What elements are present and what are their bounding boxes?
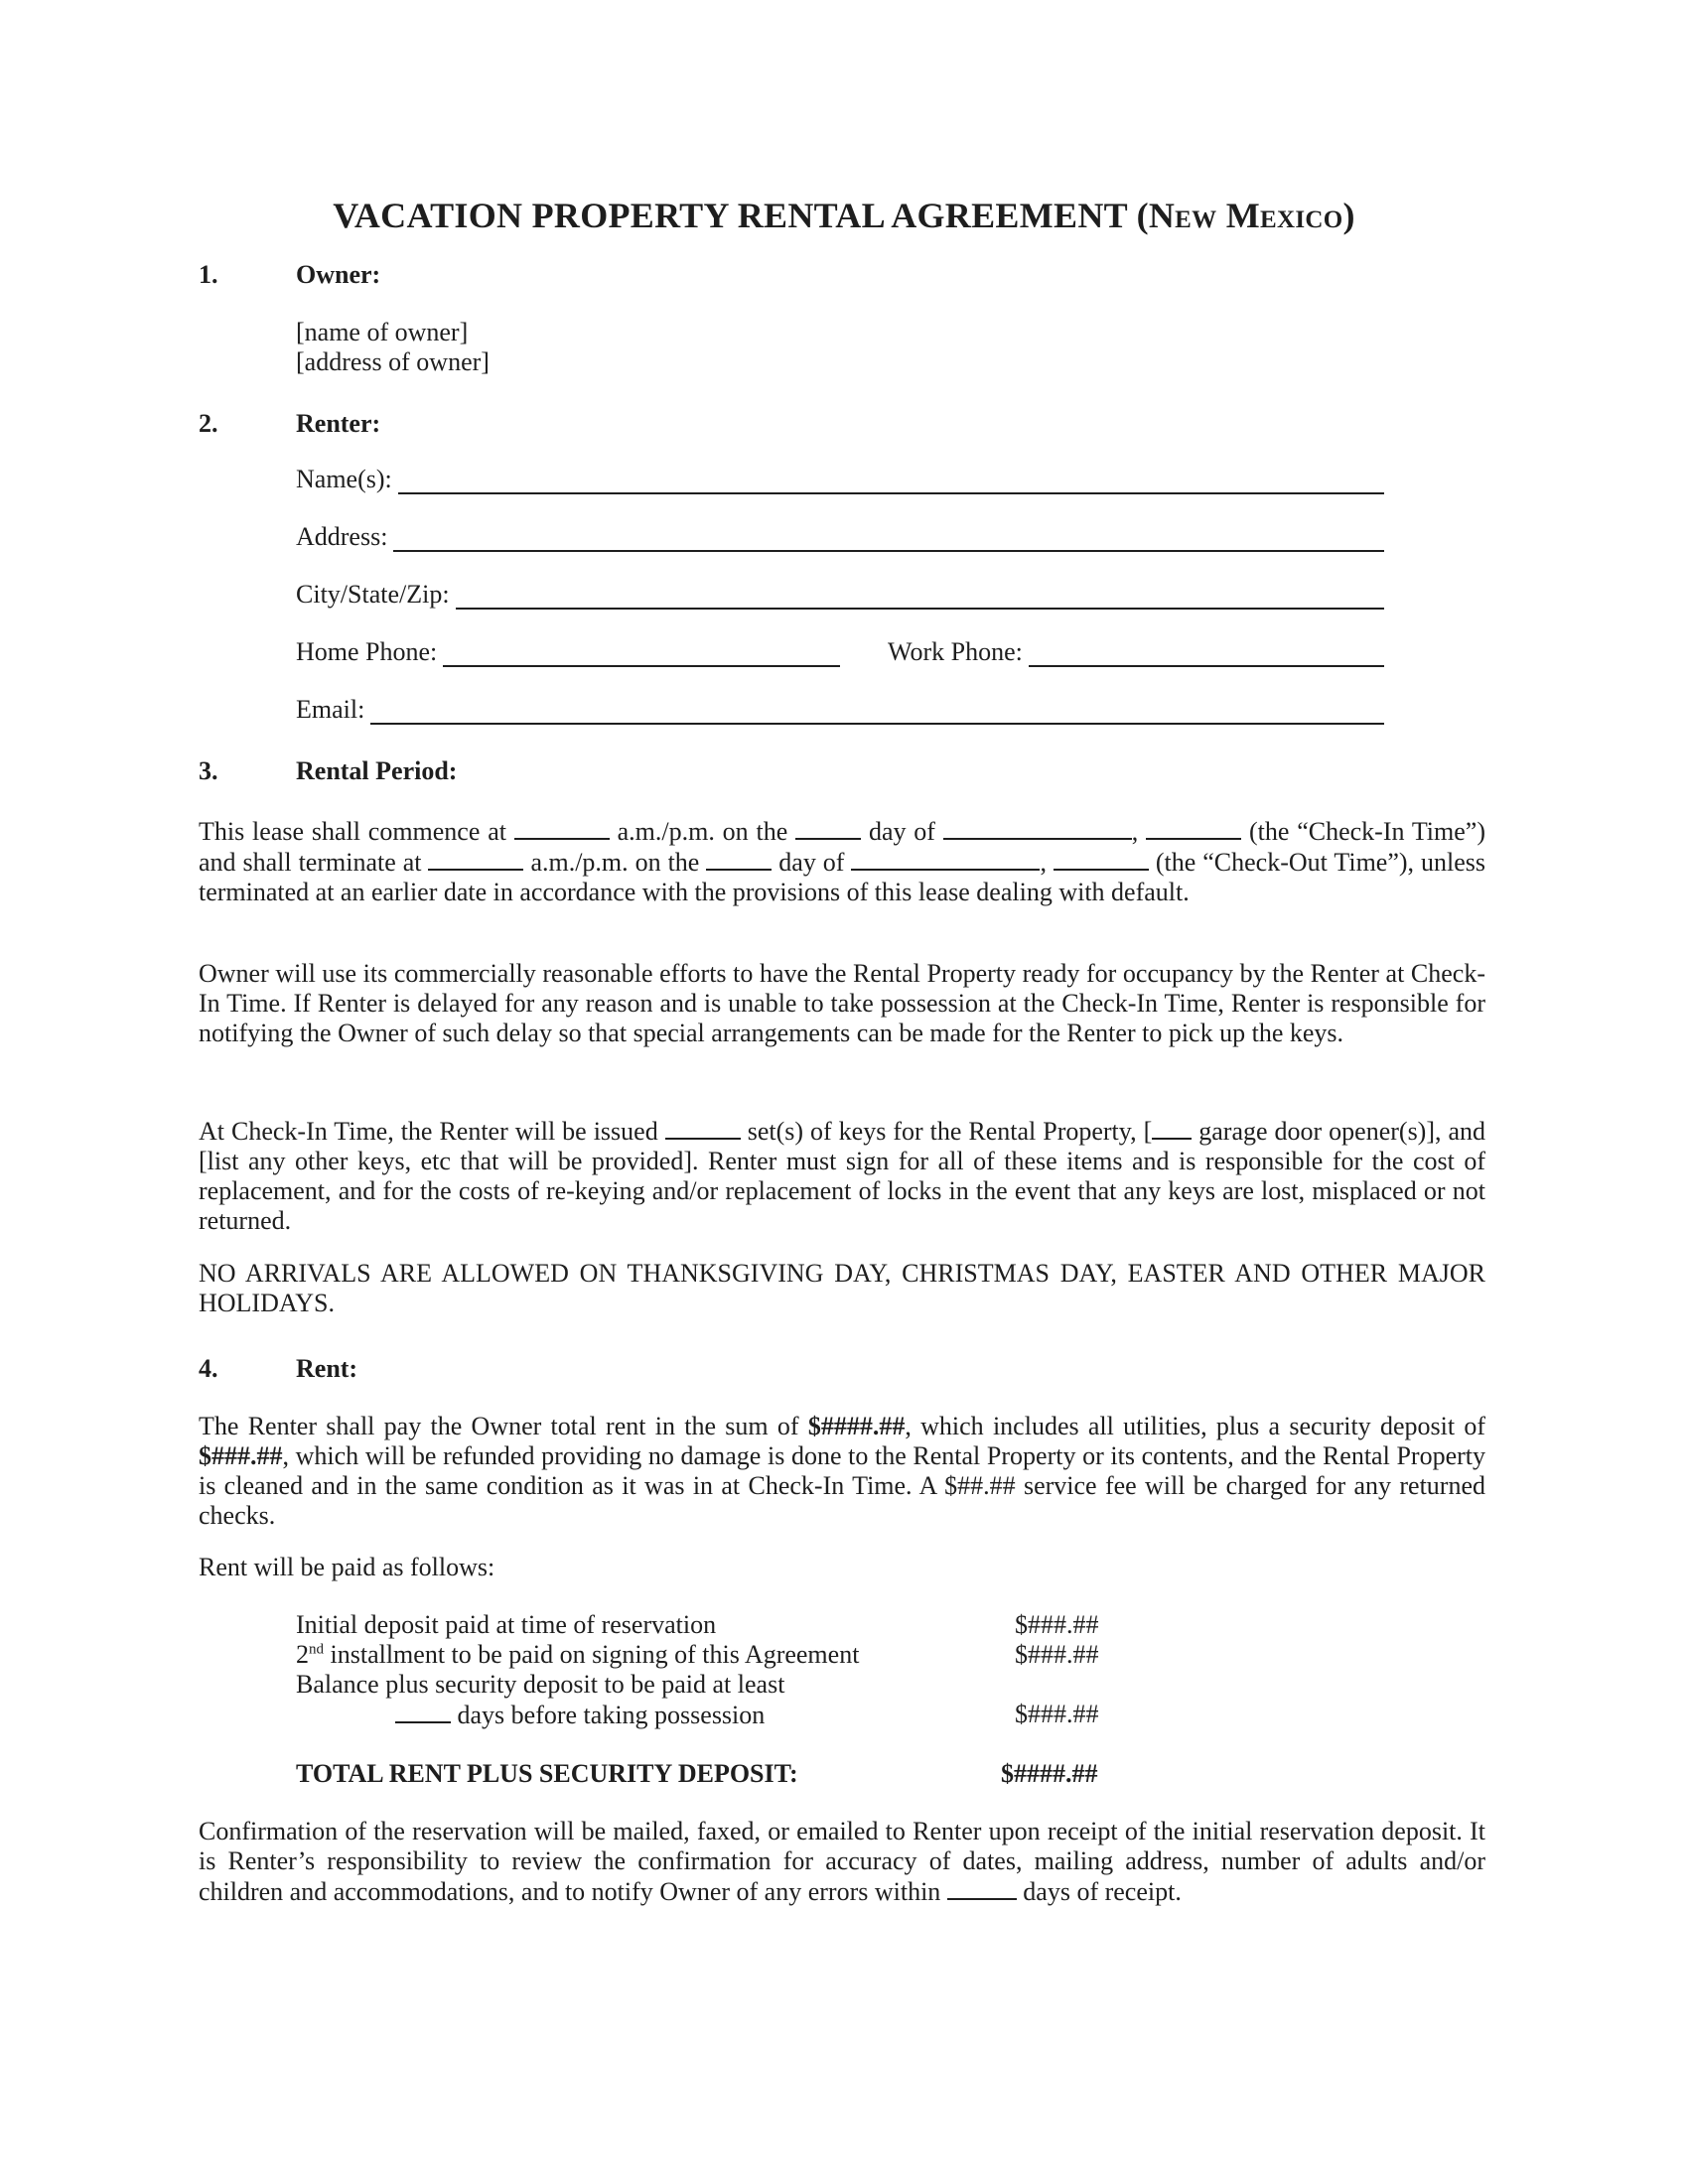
- rp-p3-text-a: At Check-In Time, the Renter will be issued: [199, 1117, 658, 1146]
- schedule-row-2-label: [296, 1640, 859, 1670]
- checkin-day-blank[interactable]: [795, 816, 861, 840]
- renter-address-label: Address:: [296, 522, 388, 551]
- checkout-day-blank[interactable]: [706, 847, 772, 871]
- rp-p1-text-h: (the “Check-Out Time”), unless terminated at an earlier date in accordance with the provisions of this lease dealing with default.: [199, 848, 1486, 906]
- section-2-number: 2.: [199, 409, 218, 438]
- rent-p1-text-a: The Renter shall pay the Owner total rent in the sum of: [199, 1412, 799, 1440]
- renter-names-line[interactable]: [398, 469, 1384, 494]
- schedule-row-2-amount: $###.##: [1015, 1640, 1099, 1669]
- rental-period-paragraph-1: This lease shall commence at a.m./p.m. on the day of , (the “Check-In Time”) and shall terminate at a.m./p.m. on the day of , (the “Check-Out Time”), unless terminated at an earlier date in accordance with the provisions of this lease dealing with default.: [199, 817, 1486, 906]
- schedule-row-3-label-2: [395, 1700, 765, 1730]
- section-4-heading: Rent:: [296, 1354, 358, 1383]
- work-phone-field[interactable]: [888, 635, 1384, 667]
- work-phone-label: Work Phone:: [888, 637, 1023, 666]
- holidays-notice: NO ARRIVALS ARE ALLOWED ON THANKSGIVING DAY, CHRISTMAS DAY, EASTER AND OTHER MAJOR HOLIDAYS.: [199, 1259, 1485, 1317]
- confirmation-paragraph: [199, 1817, 1485, 1907]
- days-before-blank[interactable]: [395, 1700, 451, 1723]
- rp-p1-text-d: (the: [1248, 817, 1290, 846]
- garage-openers-blank[interactable]: [1152, 1116, 1192, 1140]
- schedule-row-2-ordinal: 2: [296, 1640, 309, 1669]
- title-main: VACATION PROPERTY RENTAL AGREEMENT: [333, 196, 1128, 235]
- total-rent-label: TOTAL RENT PLUS SECURITY DEPOSIT:: [296, 1759, 798, 1788]
- section-3-heading: Rental Period:: [296, 756, 458, 785]
- section-2-heading: Renter:: [296, 409, 381, 438]
- rent-p1-text-c: , which will be refunded providing no damage is done to the Rental Property or its contents, and the Rental Property is cleaned and in the same condition as it was in at Check-In Time. A $##.## service fee will be charged for any returned checks.: [199, 1441, 1485, 1530]
- checkout-month-blank[interactable]: [851, 847, 1040, 871]
- schedule-row-3-text: days before taking possession: [457, 1701, 766, 1729]
- renter-email-line[interactable]: [370, 699, 1384, 725]
- rp-p1-text-a: This lease shall commence at: [199, 817, 506, 846]
- rp-p3-text-c: garage door opener(s)], and [list any other keys, etc that will be provided]. Renter must sign for all of these items and is responsible for the cost of replacement, and for the costs of re-keying and/or replacement of locks in the event that any keys are lost, misplaced or not returned.: [199, 1117, 1486, 1235]
- renter-city-label: City/State/Zip:: [296, 580, 450, 609]
- security-deposit-amount: $###.##: [199, 1441, 283, 1470]
- rp-p1-text-g: day of: [778, 848, 845, 877]
- rental-period-paragraph-3: [199, 1116, 1485, 1236]
- rent-p1-text-b: , which includes all utilities, plus a security deposit of: [905, 1412, 1485, 1440]
- confirmation-text-a: Confirmation of the reservation will be mailed, faxed, or emailed to Renter upon receipt of the initial reservation deposit. It is Renter’s responsibility to review the confirmation for accuracy of dates, mailing address, number of adults and/or children and accommodations, and to notify Owner of any errors within: [199, 1817, 1485, 1906]
- rent-total-amount: $####.##: [807, 1412, 906, 1440]
- section-4-number: 4.: [199, 1354, 218, 1383]
- rp-p3-text-b: set(s) of keys for the Rental Property, [: [747, 1117, 1153, 1146]
- rp-p1-text-c: day of: [868, 817, 935, 846]
- renter-city-line[interactable]: [456, 584, 1384, 610]
- renter-address-line[interactable]: [393, 526, 1384, 552]
- rent-paragraph-1: [199, 1412, 1485, 1531]
- schedule-row-3-amount: $###.##: [1015, 1700, 1099, 1728]
- section-3-number: 3.: [199, 756, 218, 785]
- home-phone-line[interactable]: [443, 641, 840, 667]
- work-phone-line[interactable]: [1029, 641, 1384, 667]
- checkin-month-blank[interactable]: [943, 816, 1132, 840]
- section-1-heading: Owner:: [296, 260, 381, 289]
- schedule-row-1-amount: $###.##: [1015, 1610, 1099, 1639]
- owner-name-placeholder: [name of owner]: [296, 318, 469, 346]
- schedule-row-3-label: Balance plus security deposit to be paid at least: [296, 1670, 785, 1699]
- rp-p1-text-b: a.m./p.m. on the: [617, 817, 788, 846]
- key-sets-blank[interactable]: [665, 1116, 741, 1140]
- renter-email-field[interactable]: [296, 693, 1384, 725]
- owner-address-placeholder: [address of owner]: [296, 347, 490, 376]
- title-state: (New Mexico): [1136, 196, 1355, 235]
- checkout-time-blank[interactable]: [428, 847, 523, 871]
- home-phone-label: Home Phone:: [296, 637, 438, 666]
- document-title: [0, 195, 1688, 236]
- section-1-number: 1.: [199, 260, 218, 289]
- renter-address-field[interactable]: [296, 520, 1384, 552]
- total-rent-amount: $####.##: [1001, 1759, 1098, 1788]
- confirmation-text-b: days of receipt.: [1023, 1877, 1182, 1906]
- checkin-year-blank[interactable]: [1146, 816, 1241, 840]
- home-phone-field[interactable]: [296, 635, 840, 667]
- rp-p1-text-e: “Check-In Time”) and shall terminate at: [199, 817, 1485, 877]
- errors-days-blank[interactable]: [947, 1876, 1017, 1900]
- schedule-row-1-label: Initial deposit paid at time of reservation: [296, 1610, 717, 1639]
- checkin-time-blank[interactable]: [514, 816, 610, 840]
- renter-names-field[interactable]: [296, 463, 1384, 494]
- renter-city-field[interactable]: [296, 578, 1384, 610]
- renter-names-label: Name(s):: [296, 465, 392, 493]
- schedule-row-2-text: installment to be paid on signing of this Agreement: [324, 1640, 860, 1669]
- rp-p1-text-f: a.m./p.m. on the: [530, 848, 700, 877]
- rent-payment-intro: Rent will be paid as follows:: [199, 1553, 495, 1581]
- renter-email-label: Email:: [296, 695, 365, 724]
- checkout-year-blank[interactable]: [1054, 847, 1149, 871]
- schedule-row-2-suffix: nd: [309, 1641, 324, 1658]
- rental-period-paragraph-2: Owner will use its commercially reasonable efforts to have the Rental Property ready for occupancy by the Renter at Check-In Time. If Renter is delayed for any reason and is unable to take possession at the Check-In Time, Renter is responsible for notifying the Owner of such delay so that special arrangements can be made for the Renter to pick up the keys.: [199, 959, 1485, 1047]
